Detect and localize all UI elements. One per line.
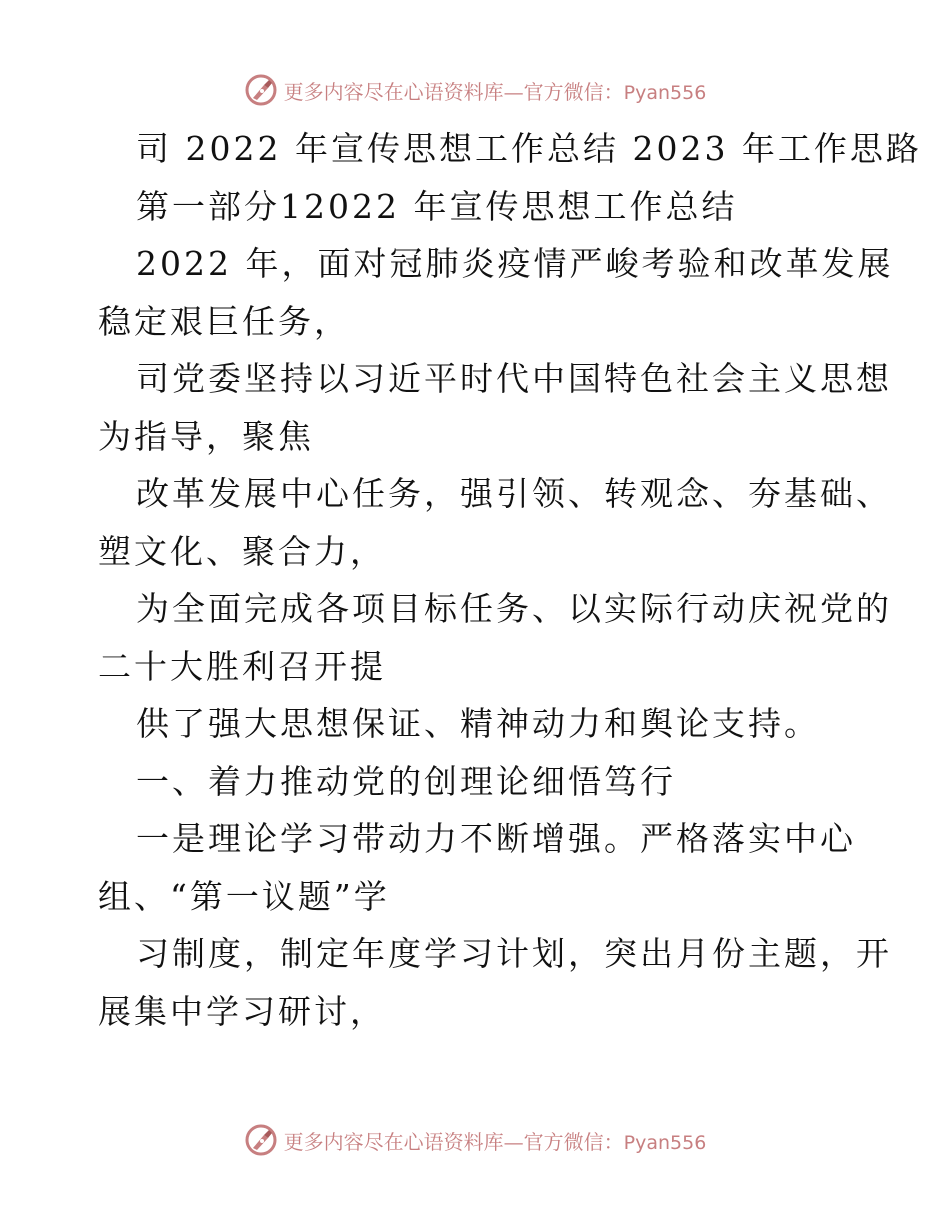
footer-watermark [0,1120,950,1160]
paragraph-line: 组、“第一议题”学 [98,876,390,916]
paragraph-line: 展集中学习研讨， [98,991,386,1031]
paragraph-line: 供了强大思想保证、精神动力和舆论支持。 [136,704,820,743]
paragraph-line: 2022 年，面对冠肺炎疫情严峻考验和改革发展 [136,244,894,283]
paragraph-line: 塑文化、聚合力， [98,531,386,571]
pen-nib-logo-icon [244,1123,278,1157]
paragraph-line: 习制度，制定年度学习计划，突出月份主题，开 [136,934,892,973]
watermark-text [284,1126,707,1155]
watermark-label: 更多内容尽在心语资料库—官方微信： [283,79,624,104]
paragraph-line: 改革发展中心任务，强引领、转观念、夯基础、 [136,474,892,513]
header-watermark [0,70,950,110]
paragraph-line: 一是理论学习带动力不断增强。严格落实中心 [136,819,856,858]
watermark-handle: Pyan556 [623,81,707,104]
paragraph-line: 司党委坚持以习近平时代中国特色社会主义思想 [136,359,892,398]
document-title: 司 2022 年宣传思想工作总结 2023 年工作思路 [136,129,922,168]
paragraph-line: 为全面完成各项目标任务、以实际行动庆祝党的 [136,589,892,628]
document-body [98,120,922,1040]
watermark-handle: Pyan556 [623,1131,707,1154]
paragraph-line: 稳定艰巨任务， [98,301,350,341]
pen-nib-logo-icon [244,73,278,107]
paragraph-line: 二十大胜利召开提 [98,646,386,686]
watermark-label: 更多内容尽在心语资料库—官方微信： [283,1129,624,1154]
subsection-heading: 一、着力推动党的创理论细悟笃行 [136,761,676,801]
paragraph-line: 为指导，聚焦 [98,416,314,456]
watermark-text [284,76,707,105]
section-heading: 第一部分12022 年宣传思想工作总结 [136,186,738,226]
